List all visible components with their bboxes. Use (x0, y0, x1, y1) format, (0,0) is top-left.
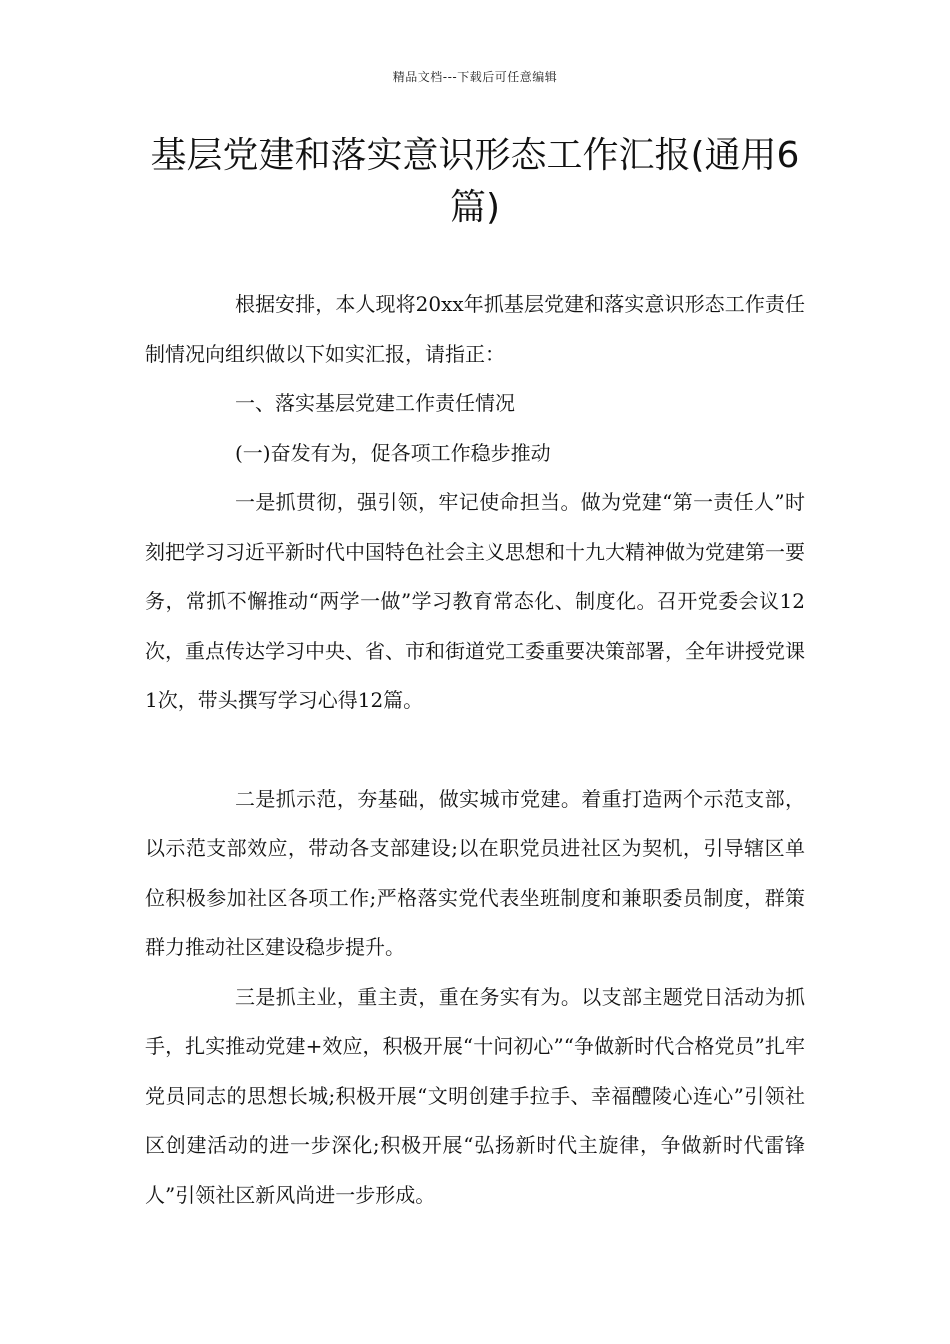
body-paragraph: 二是抓示范，夯基础，做实城市党建。着重打造两个示范支部，以示范支部效应，带动各支部建设;以在职党员进社区为契机，引导辖区单位积极参加社区各项工作;严格落实党代表坐班制度和兼职委员制度，群策群力推动社区建设稳步提升。 (145, 786, 805, 959)
body-paragraph: 一是抓贯彻，强引领，牢记使命担当。做为党建“第一责任人”时刻把学习习近平新时代中国特色社会主义思想和十九大精神做为党建第一要务，常抓不懈推动“两学一做”学习教育常态化、制度化。召开党委会议12次，重点传达学习中央、省、市和街道党工委重要决策部署，全年讲授党课1次，带头撰写学习心得12篇。 (145, 490, 805, 712)
intro-paragraph: 根据安排，本人现将20xx年抓基层党建和落实意识形态工作责任制情况向组织做以下如实汇报，请指正： (145, 292, 805, 366)
subsection-heading: (一)奋发有为，促各项工作稳步推动 (235, 440, 551, 465)
section-heading: 一、落实基层党建工作责任情况 (235, 391, 515, 415)
document-body (145, 280, 805, 1220)
page-header-note: 精品文档---下载后可任意编辑 (392, 70, 558, 84)
body-paragraph: 三是抓主业，重主责，重在务实有为。以支部主题党日活动为抓手，扎实推动党建+效应，积极开展“十问初心”“争做新时代合格党员”扎牢党员同志的思想长城;积极开展“文明创建手拉手、幸福醴陵心连心”引领社区创建活动的进一步深化;积极开展“弘扬新时代主旋律，争做新时代雷锋人”引领社区新风尚进一步形成。 (145, 984, 805, 1207)
document-title: 基层党建和落实意识形态工作汇报(通用6篇) (150, 135, 800, 228)
